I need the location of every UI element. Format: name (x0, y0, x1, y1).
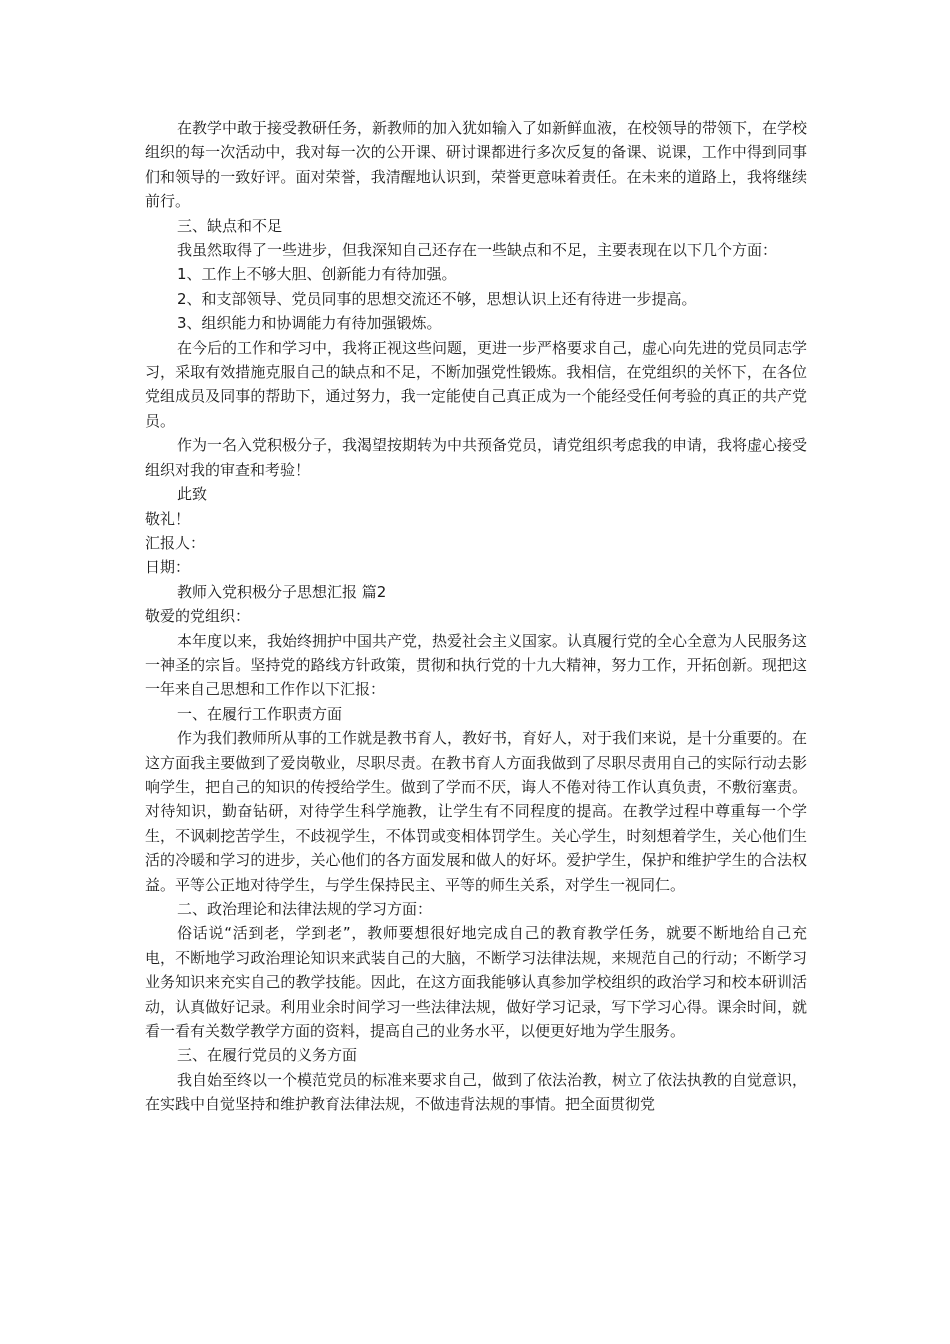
heading-political-study: 二、政治理论和法律法规的学习方面： (177, 900, 433, 918)
date-label: 日期： (145, 558, 191, 577)
document-body (145, 116, 807, 1117)
closing-salute: 敬礼！ (145, 509, 191, 528)
paragraph-political-study: 俗话说“活到老，学到老”，教师要想很好地完成自己的教育教学任务，就要不断地给自己充电，不断地学习政治理论知识来武装自己的大脑，不断学习法律法规，来规范自己的行动；不断学习业务知识来充实自己的教学技能。因此，在这方面我能够认真参加学校组织的政治学习和校本研训活动，认真做好记录。利用业余时间学习一些法律法规，做好学习记录，写下学习心得。课余时间，就看一看有关数学教学方面的资料，提高自己的业务水平，以便更好地为学生服务。 (145, 924, 807, 1041)
paragraph-annual-intro: 本年度以来，我始终拥护中国共产党，热爱社会主义国家。认真履行党的全心全意为人民服务这一神圣的宗旨。坚持党的路线方针政策，贯彻和执行党的十九大精神，努力工作，开拓创新。现把这一年来自己思想和工作作以下汇报： (145, 631, 808, 699)
reporter-label: 汇报人： (145, 533, 206, 552)
closing-cizhi: 此致 (177, 485, 208, 504)
salutation: 敬爱的党组织： (145, 607, 251, 626)
paragraph-job-duties: 作为我们教师所从事的工作就是教书育人，教好书，育好人，对于我们来说，是十分重要的。在这方面我主要做到了爱岗敬业，尽职尽责。在教书育人方面我做到了尽职尽责用自己的实际行动去影响学生，把自己的知识的传授给学生。做到了学而不厌，诲人不倦对待工作认真负责，不敷衍塞责。对待知识，勤奋钻研，对待学生科学施教，让学生有不同程度的提高。在教学过程中尊重每一个学生，不讽刺挖苦学生，不歧视学生，不体罚或变相体罚学生。关心学生，时刻想着学生，关心他们生活的冷暖和学习的进步，关心他们的各方面发展和做人的好坏。爱护学生，保护和维护学生的合法权益。平等公正地对待学生，与学生保持民主、平等的师生关系，对学生一视同仁。 (145, 729, 808, 894)
paragraph-future-work: 在今后的工作和学习中，我将正视这些问题，更进一步严格要求自己，虚心向先进的党员同志学习，采取有效措施克服自己的缺点和不足，不断加强党性锻炼。我相信，在党组织的关怀下，在各位党组成员及同事的帮助下，通过努力，我一定能使自己真正成为一个能经受任何考验的真正的共产党员。 (145, 338, 808, 430)
heading-shortcomings: 三、缺点和不足 (177, 216, 283, 235)
list-item-2: 2、和支部领导、党员同事的思想交流还不够，思想认识上还有待进一步提高。 (177, 289, 697, 308)
paragraph-application-request: 作为一名入党积极分子，我渴望按期转为中共预备党员，请党组织考虑我的申请，我将虚心接受组织对我的审查和考验！ (145, 436, 808, 479)
section-title-part-2: 教师入党积极分子思想汇报 篇2 (177, 582, 387, 601)
paragraph-shortcomings-intro: 我虽然取得了一些进步，但我深知自己还存在一些缺点和不足，主要表现在以下几个方面： (177, 241, 778, 260)
heading-job-duties: 一、在履行工作职责方面 (177, 704, 343, 723)
list-item-3: 3、组织能力和协调能力有待加强锻炼。 (177, 314, 442, 333)
paragraph-party-obligations: 我自始至终以一个模范党员的标准来要求自己，做到了依法治教，树立了依法执教的自觉意识，在实践中自觉坚持和维护教育法律法规，不做违背法规的事情。把全面贯彻党 (145, 1070, 808, 1114)
paragraph-teaching-research: 在教学中敢于接受教研任务，新教师的加入犹如输入了如新鲜血液，在校领导的带领下，在学校组织的每一次活动中，我对每一次的公开课、研讨课都进行多次反复的备课、说课，工作中得到同事们和领导的一致好评。面对荣誉，我清醒地认识到，荣誉更意味着责任。在未来的道路上，我将继续前行。 (145, 119, 808, 211)
list-item-1: 1、工作上不够大胆、创新能力有待加强。 (177, 265, 457, 284)
heading-party-obligations: 三、在履行党员的义务方面 (177, 1046, 358, 1065)
